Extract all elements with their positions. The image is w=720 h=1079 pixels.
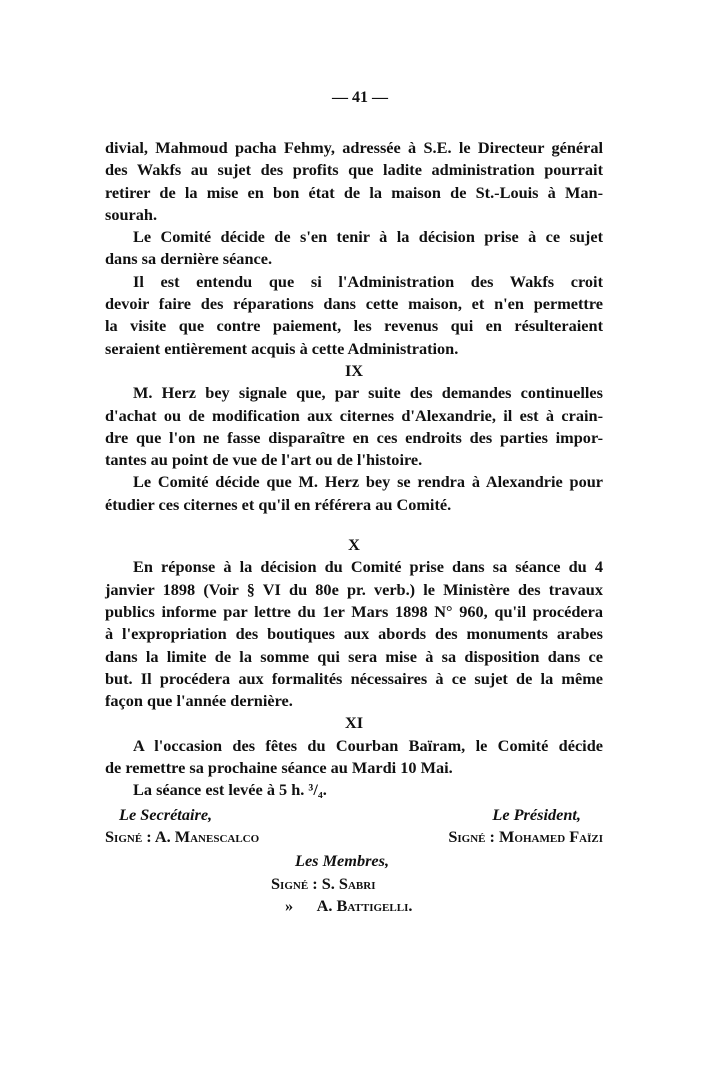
page-number: — 41 — [332, 89, 388, 106]
paragraph [105, 271, 603, 360]
text-line: M. Herz bey signale que, par suite des demandes continuelles [133, 383, 603, 403]
paragraph [105, 556, 603, 712]
text-line: Il est entendu que si l'Administration des Wakfs croit [133, 271, 603, 291]
secretary-signature: Signé : A. Manescalco [105, 826, 260, 846]
text-line: Le Comité décide de s'en tenir à la décision prise à ce sujet [133, 227, 603, 247]
text-line: dre que l'on ne fasse disparaître en ces endroits des parties impor- [105, 427, 603, 447]
paragraph [105, 735, 603, 780]
section-heading-x: X [348, 535, 360, 555]
text-line: façon que l'année dernière. [105, 691, 293, 711]
text-line: la visite que contre paiement, les revenus qui en résulteraient [105, 316, 603, 336]
text-line: étudier ces citernes et qu'il en référera au Comité. [105, 494, 452, 514]
section-heading-xi: XI [344, 713, 364, 733]
text-line: retirer de la mise en bon état de la maison de St.-Louis à Man- [105, 182, 603, 202]
text-line: seraient entièrement acquis à cette Administration. [105, 338, 459, 358]
text-line: janvier 1898 (Voir § VI du 80e pr. verb.) le Ministère des travaux [105, 579, 603, 599]
text-line: tantes au point de vue de l'art ou de l'histoire. [105, 450, 423, 470]
text-line: dans la limite de la somme qui sera mise à sa disposition dans ce [105, 646, 603, 666]
paragraph [105, 226, 603, 271]
member-signature-2: » A. Battigelli. [285, 895, 413, 915]
paragraph [105, 382, 603, 471]
paragraph [105, 137, 603, 226]
text-line: devoir faire des réparations dans cette maison, et n'en permettre [105, 294, 603, 314]
text-line: dans sa dernière séance. [105, 249, 273, 269]
members-title: Les Membres, [295, 851, 390, 871]
closing-line: La séance est levée à 5 h. ³/₄. [133, 780, 327, 800]
president-title: Le Président, [492, 804, 581, 824]
text-line: d'achat ou de modification aux citernes d'Alexandrie, il est à crain- [105, 405, 603, 425]
text-line: à l'expropriation des boutiques aux abords des monuments arabes [105, 624, 603, 644]
section-heading-ix: IX [344, 360, 364, 380]
president-signature: Signé : Mohamed Faïzi [448, 826, 603, 846]
text-line: publics informe par lettre du 1er Mars 1898 N° 960, qu'il procédera [105, 601, 603, 621]
member-signature-1: Signé : S. Sabri [271, 873, 376, 893]
text-line: En réponse à la décision du Comité prise dans sa séance du 4 [133, 557, 603, 577]
paragraph [105, 471, 603, 516]
text-line: Le Comité décide que M. Herz bey se rendra à Alexandrie pour [133, 472, 603, 492]
text-line: A l'occasion des fêtes du Courban Baïram, le Comité décide [133, 735, 603, 755]
text-line: de remettre sa prochaine séance au Mardi 10 Mai. [105, 758, 453, 778]
text-line: but. Il procédera aux formalités nécessaires à ce sujet de la même [105, 668, 603, 688]
text-line: des Wakfs au sujet des profits que ladite administration pourrait [105, 160, 603, 180]
text-column [105, 137, 603, 917]
text-line: sourah. [105, 204, 158, 224]
text-line: divial, Mahmoud pacha Fehmy, adressée à S.E. le Directeur général [105, 138, 603, 157]
secretary-title: Le Secrétaire, [119, 804, 213, 824]
